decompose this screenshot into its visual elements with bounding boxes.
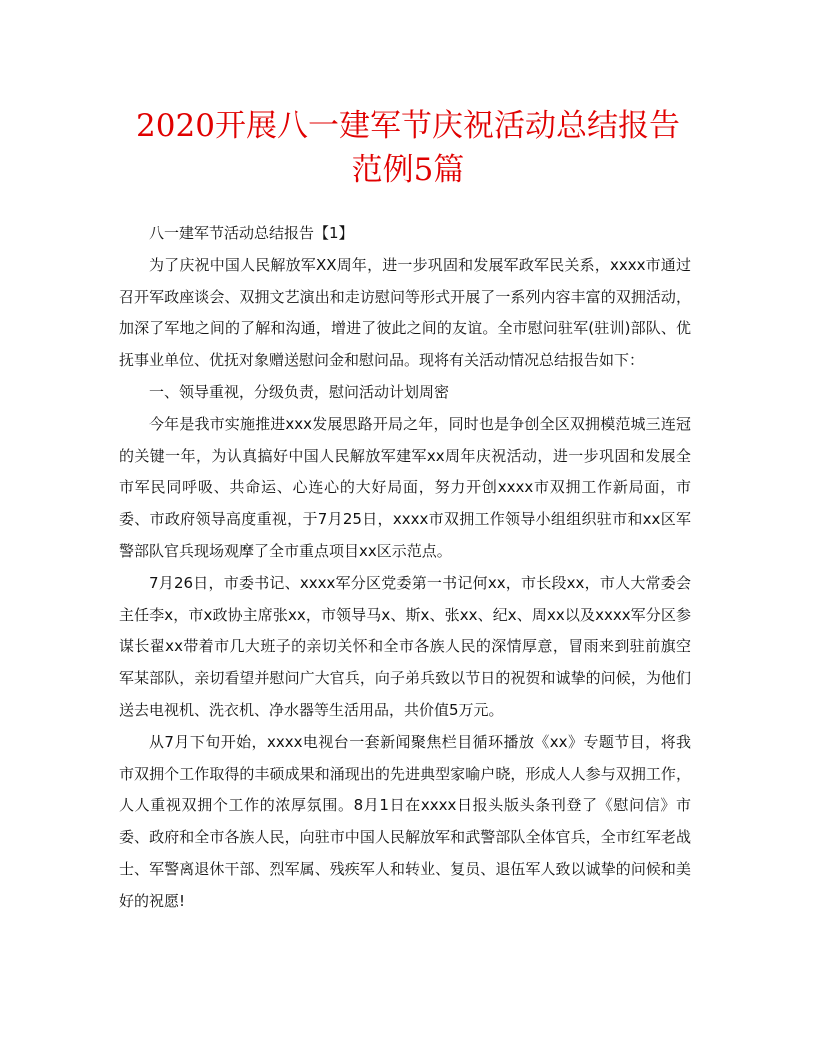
paragraph-intro: 为了庆祝中国人民解放军XX周年，进一步巩固和发展军政军民关系，xxxx市通过召开军政座谈会、双拥文艺演出和走访慰问等形式开展了一系列内容丰富的双拥活动，加深了军地之间的了解和沟通，增进了彼此之间的友谊。全市慰问驻军(驻训)部队、优抚事业单位、优抚对象赠送慰问金和慰问品。现将有关活动情况总结报告如下：: [119, 255, 691, 370]
section-heading-report-1: 八一建军节活动总结报告【1】: [149, 224, 354, 242]
paragraph-july-26: 7月26日，市委书记、xxxx军分区党委第一书记何xx，市长段xx，市人大常委会主任李x，市x政协主席张xx，市领导马x、斯x、张xx、纪x、周xx以及xxxx军分区参谋长翟xx带着市几大班子的亲切关怀和全市各族人民的深情厚意，冒雨来到驻前旗空军某部队，亲切看望并慰问广大官兵，向子弟兵致以节日的祝贺和诚挚的问候，为他们送去电视机、洗衣机、净水器等生活用品，共价值5万元。: [119, 573, 691, 719]
paragraph-this-year: 今年是我市实施推进xxx发展思路开局之年，同时也是争创全区双拥模范城三连冠的关键一年，为认真搞好中国人民解放军建军xx周年庆祝活动，进一步巩固和发展全市军民同呼吸、共命运、心连心的大好局面，努力开创xxxx市双拥工作新局面，市委、市政府领导高度重视，于7月25日，xxxx市双拥工作领导小组组织驻市和xx区军警部队官兵现场观摩了全市重点项目xx区示范点。: [119, 414, 691, 560]
document-title-line-2: 范例5篇: [351, 152, 465, 188]
document-title: [80, 104, 736, 192]
document-title-line-1: 2020开展八一建军节庆祝活动总结报告: [136, 108, 680, 144]
document-body: [119, 218, 691, 918]
paragraph-late-july: 从7月下旬开始，xxxx电视台一套新闻聚焦栏目循环播放《xx》专题节目，将我市双拥个工作取得的丰硕成果和涌现出的先进典型家喻户晓，形成人人参与双拥工作，人人重视双拥个工作的浓厚氛围。8月1日在xxxx日报头版头条刊登了《慰问信》市委、政府和全市各族人民，向驻市中国人民解放军和武警部队全体官兵，全市红军老战士、军警离退休干部、烈军属、残疾军人和转业、复员、退伍军人致以诚挚的问候和美好的祝愿!: [119, 732, 691, 910]
section-heading-leadership: 一、领导重视，分级负责，慰问活动计划周密: [149, 382, 450, 401]
